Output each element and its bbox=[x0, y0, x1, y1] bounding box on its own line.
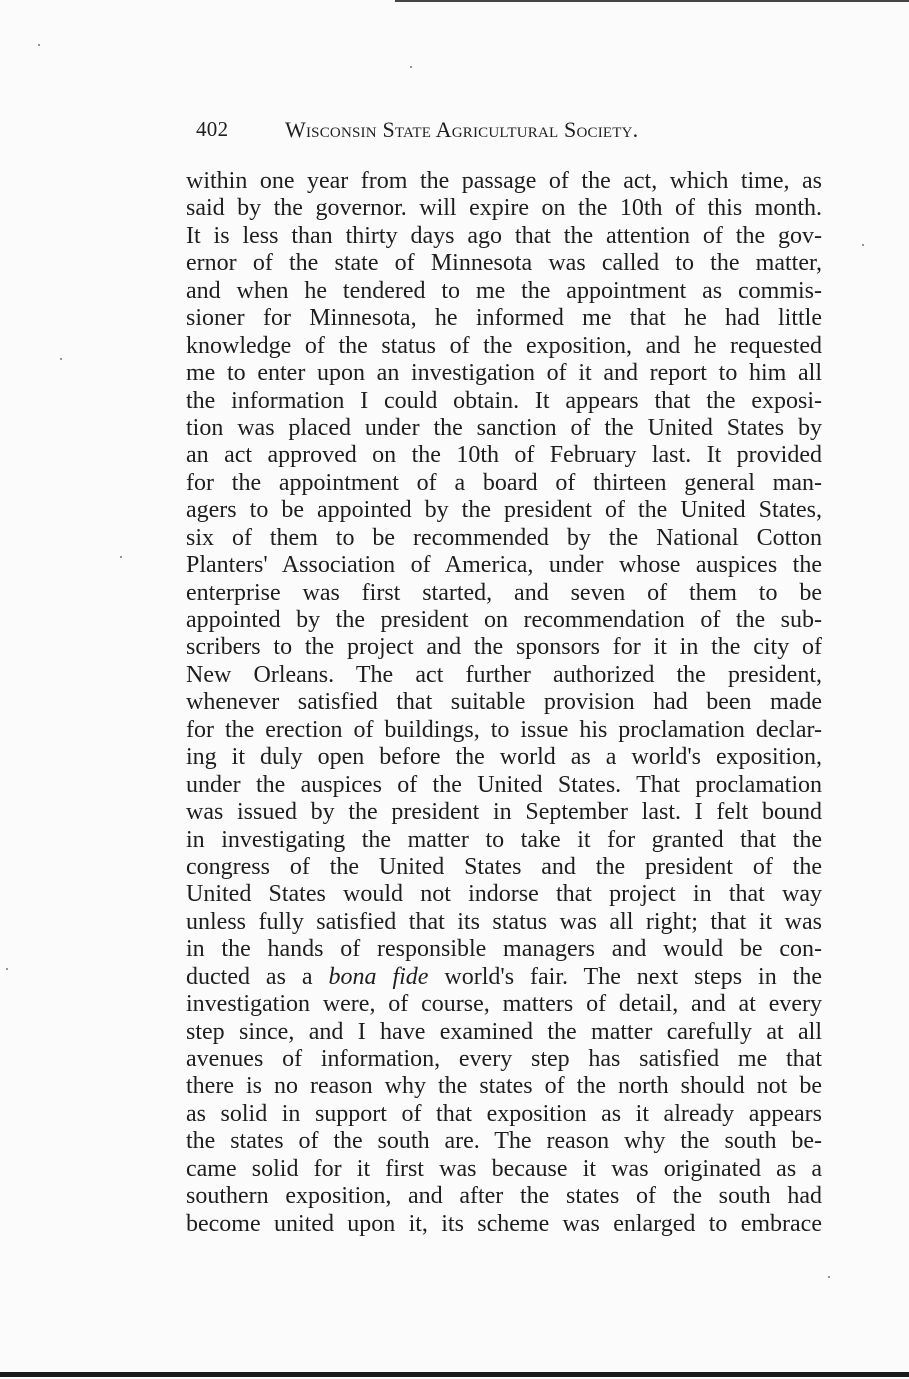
paper-speck bbox=[862, 244, 864, 246]
text-line: came solid for it first was because it was originated as a bbox=[186, 1155, 822, 1182]
text-line: me to enter upon an investigation of it and report to him all bbox=[186, 360, 822, 387]
text-line: step since, and I have examined the matter carefully at all bbox=[186, 1018, 822, 1045]
text-line: in the hands of responsible managers and would be con- bbox=[186, 936, 822, 963]
paper-speck bbox=[6, 968, 8, 970]
text-line: avenues of information, every step has satisfied me that bbox=[186, 1046, 822, 1072]
text-line: whenever satisfied that suitable provision had been made bbox=[186, 689, 822, 716]
text-line: as solid in support of that exposition as it already appears bbox=[186, 1100, 822, 1127]
text-line: Planters' Association of America, under whose auspices the bbox=[186, 552, 822, 579]
text-line: and when he tendered to me the appointment as commis- bbox=[186, 277, 822, 304]
line-segment: world's fair. The next steps in the bbox=[428, 963, 822, 990]
text-line: congress of the United States and the president of the bbox=[186, 853, 822, 880]
text-line: the information I could obtain. It appears that the exposi- bbox=[186, 387, 822, 414]
text-line: under the auspices of the United States. That proclamation bbox=[186, 771, 822, 798]
running-title: Wisconsin State Agricultural Society. bbox=[285, 117, 639, 142]
paper-speck bbox=[410, 66, 412, 68]
text-line: the states of the south are. The reason why the south be- bbox=[186, 1128, 822, 1155]
paper-speck bbox=[38, 44, 40, 46]
text-line: was issued by the president in September last. I felt bound bbox=[186, 799, 822, 826]
text-line: within one year from the passage of the act, which time, as bbox=[186, 168, 822, 194]
text-line: there is no reason why the states of the north should not be bbox=[186, 1073, 822, 1100]
text-line: six of them to be recommended by the National Cotton bbox=[186, 524, 822, 551]
text-line: appointed by the president on recommendation of the sub- bbox=[186, 607, 822, 633]
text-line: ernor of the state of Minnesota was called to the matter, bbox=[186, 250, 822, 277]
paper-speck bbox=[828, 1276, 830, 1278]
paper-speck bbox=[60, 358, 62, 360]
page-number: 402 bbox=[196, 117, 229, 141]
text-line: knowledge of the status of the exposition, and he requested bbox=[186, 332, 822, 359]
text-line: New Orleans. The act further authorized the president, bbox=[186, 661, 822, 688]
text-line: for the erection of buildings, to issue his proclamation declar- bbox=[186, 716, 822, 743]
text-line: ing it duly open before the world as a world's exposition, bbox=[186, 744, 822, 771]
text-line: sioner for Minnesota, he informed me that he had little bbox=[186, 305, 822, 332]
text-line-with-italic bbox=[186, 964, 822, 991]
text-line: said by the governor. will expire on the 10th of this month. bbox=[186, 195, 822, 222]
body-text bbox=[186, 168, 822, 1238]
text-line: scribers to the project and the sponsors for it in the city of bbox=[186, 634, 822, 661]
text-line: become united upon it, its scheme was enlarged to embrace bbox=[186, 1210, 822, 1237]
text-line: agers to be appointed by the president of the United States, bbox=[186, 497, 822, 524]
bottom-edge-rule bbox=[0, 1372, 909, 1377]
paper-speck bbox=[120, 556, 122, 558]
text-line: unless fully satisfied that its status was all right; that it was bbox=[186, 908, 822, 935]
text-line: tion was placed under the sanction of the United States by bbox=[186, 414, 822, 441]
text-line: enterprise was first started, and seven of them to be bbox=[186, 579, 822, 606]
text-line: southern exposition, and after the states of the south had bbox=[186, 1183, 822, 1210]
text-line: for the appointment of a board of thirteen general man- bbox=[186, 469, 822, 496]
top-edge-rule bbox=[395, 0, 909, 2]
running-header bbox=[188, 117, 748, 147]
line-segment: ducted as a bbox=[186, 963, 329, 990]
text-line: United States would not indorse that project in that way bbox=[186, 881, 822, 908]
text-line: It is less than thirty days ago that the attention of the gov- bbox=[186, 222, 822, 249]
text-line: an act approved on the 10th of February last. It provided bbox=[186, 442, 822, 469]
italic-phrase: bona fide bbox=[328, 963, 429, 990]
text-line: in investigating the matter to take it for granted that the bbox=[186, 826, 822, 853]
text-line: investigation were, of course, matters of detail, and at every bbox=[186, 991, 822, 1018]
